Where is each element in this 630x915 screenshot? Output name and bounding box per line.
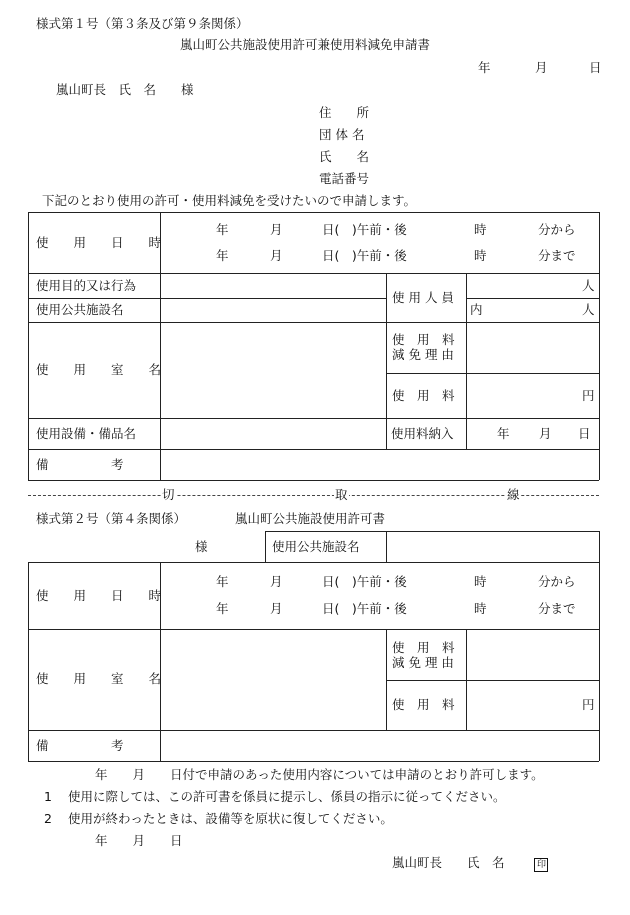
persons-label: 使 用 人 員 [392, 290, 454, 305]
fee-unit: 円 [582, 388, 595, 403]
form1-date-month: 月 [535, 60, 548, 75]
form2-fee-unit: 円 [582, 697, 595, 712]
date-from-month: 月 [270, 222, 283, 237]
form2-fee-label: 使 用 料 [392, 697, 455, 712]
form2-signer [392, 857, 548, 872]
form2-note1-number: 1 [44, 789, 52, 804]
form1-title: 嵐山町公共施設使用許可兼使用料減免申請書 [180, 37, 431, 52]
form2-date-from-minute: 分から [538, 574, 576, 589]
form2-date-from-month: 月 [270, 574, 283, 589]
seal-stamp: 印 [534, 858, 548, 872]
usage-date-label: 使 用 日 時 [36, 235, 162, 250]
form2-date-to-day: 日( )午前・後 [322, 601, 407, 616]
form2-issue-date: 年 月 日 [95, 833, 183, 848]
form2-room-label: 使 用 室 名 [36, 671, 162, 686]
form1-date-day: 日 [589, 60, 602, 75]
date-to-year: 年 [216, 248, 229, 263]
form2-reduction-reason-label-line2: 減 免 理 由 [392, 655, 454, 670]
date-from-year: 年 [216, 222, 229, 237]
form1-addressee: 嵐山町長 氏 名 様 [56, 82, 194, 97]
applicant-address-label: 住 所 [319, 105, 370, 120]
payment-day: 日 [578, 426, 591, 441]
applicant-name-label: 氏 名 [319, 149, 370, 164]
form2-title: 嵐山町公共施設使用許可書 [235, 511, 386, 526]
form1-number: 様式第１号（第３条及び第９条関係） [36, 16, 249, 31]
applicant-phone-label: 電話番号 [319, 171, 370, 186]
cut-line-sen: 線 [507, 487, 520, 502]
persons-inner-unit: 人 [582, 302, 595, 317]
form2-note2: 使用が終わったときは、設備等を原状に復してください。 [68, 811, 393, 826]
form2-date-from-day: 日( )午前・後 [322, 574, 407, 589]
form2-date-to-year: 年 [216, 601, 229, 616]
form2-usage-date-label: 使 用 日 時 [36, 588, 162, 603]
form2-note1: 使用に際しては、この許可書を係員に提示し、係員の指示に従ってください。 [68, 789, 506, 804]
remarks-label: 備 考 [36, 457, 124, 472]
date-to-minute: 分まで [538, 248, 576, 263]
equipment-label: 使用設備・備品名 [36, 426, 137, 441]
form2-number: 様式第２号（第４条関係） [36, 511, 187, 526]
form1-date-year: 年 [478, 60, 491, 75]
date-to-month: 月 [270, 248, 283, 263]
date-from-minute: 分から [538, 222, 576, 237]
applicant-group-label: 団 体 名 [319, 127, 365, 142]
form2-facility-label: 使用公共施設名 [272, 539, 360, 554]
date-from-day: 日( )午前・後 [322, 222, 407, 237]
form1-intro: 下記のとおり使用の許可・使用料減免を受けたいので申請します。 [42, 193, 417, 208]
form2-permission-text: 年 月 日付で申請のあった使用内容については申請のとおり許可します。 [95, 767, 544, 782]
purpose-label: 使用目的又は行為 [36, 278, 137, 293]
facility-label: 使用公共施設名 [36, 302, 124, 317]
form2-sama: 様 [195, 539, 208, 554]
form2-date-to-month: 月 [270, 601, 283, 616]
persons-inner: 内 [470, 302, 483, 317]
date-from-hour: 時 [474, 222, 487, 237]
payment-year: 年 [497, 426, 510, 441]
date-to-day: 日( )午前・後 [322, 248, 407, 263]
form2-date-to-hour: 時 [474, 601, 487, 616]
date-to-hour: 時 [474, 248, 487, 263]
form2-date-from-year: 年 [216, 574, 229, 589]
payment-label: 使用料納入 [391, 426, 454, 441]
cut-line-tori: 取 [335, 487, 348, 502]
room-label: 使 用 室 名 [36, 362, 162, 377]
cut-line-kiri: 切 [162, 487, 175, 502]
persons-unit: 人 [582, 278, 595, 293]
form2-signer-label: 嵐山町長 氏 名 [392, 855, 505, 870]
form2-reduction-reason-label-line1: 使 用 料 [392, 640, 455, 655]
payment-month: 月 [539, 426, 552, 441]
reduction-reason-label-line2: 減 免 理 由 [392, 347, 454, 362]
form2-date-from-hour: 時 [474, 574, 487, 589]
form2-remarks-label: 備 考 [36, 738, 124, 753]
form2-note2-number: 2 [44, 811, 52, 826]
reduction-reason-label-line1: 使 用 料 [392, 332, 455, 347]
fee-label: 使 用 料 [392, 388, 455, 403]
form2-date-to-minute: 分まで [538, 601, 576, 616]
